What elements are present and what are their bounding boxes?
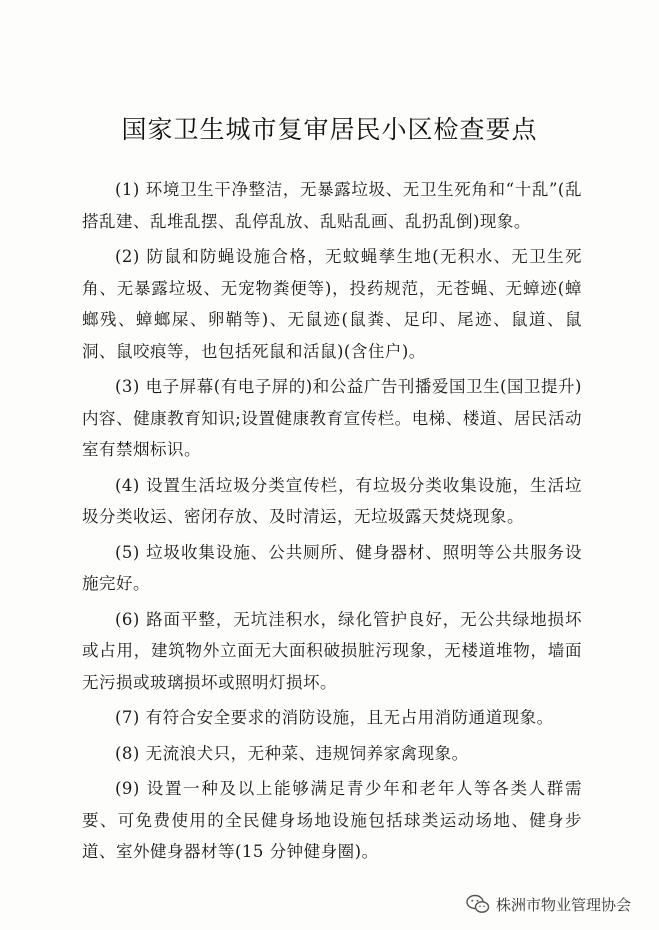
checklist — [82, 174, 582, 868]
checklist-item: (3) 电子屏幕(有电子屏的)和公益广告刊播爱国卫生(国卫提升)内容、健康教育知识;设置健康教育宣传栏。电梯、楼道、居民活动室有禁烟标识。 — [82, 377, 582, 459]
checklist-item: (5) 垃圾收集设施、公共厕所、健身器材、照明等公共服务设施完好。 — [82, 542, 582, 593]
checklist-item: (6) 路面平整，无坑洼积水，绿化管护良好，无公共绿地损坏或占用，建筑物外立面无大面积破损脏污现象，无楼道堆物，墙面无污损或玻璃损坏或照明灯损坏。 — [82, 609, 582, 692]
wechat-icon — [466, 894, 490, 914]
page-title: 国家卫生城市复审居民小区检查要点 — [121, 115, 538, 144]
checklist-item: (9) 设置一种及以上能够满足青少年和老年人等各类人群需要、可免费使用的全民健身场地设施包括球类运动场地、健身步道、室外健身器材等(15 分钟健身圈)。 — [82, 779, 582, 861]
checklist-item: (8) 无流浪犬只，无种菜、违规饲养家禽现象。 — [115, 743, 469, 763]
checklist-item: (1) 环境卫生干净整洁，无暴露垃圾、无卫生死角和“十乱”(乱搭乱建、乱堆乱摆、乱停乱放、乱贴乱画、乱扔乱倒)现象。 — [82, 180, 582, 231]
watermark-text: 株洲市物业管理协会 — [496, 895, 632, 914]
checklist-item: (4) 设置生活垃圾分类宣传栏，有垃圾分类收集设施，生活垃圾分类收运、密闭存放、及时清运，无垃圾露天焚烧现象。 — [82, 475, 582, 526]
watermark — [466, 891, 631, 917]
checklist-item: (2) 防鼠和防蝇设施合格，无蚊蝇孳生地(无积水、无卫生死角、无暴露垃圾、无宠物粪便等)，投药规范，无苍蝇、无蟑迹(蟑螂残、蟑螂屎、卵鞘等)、无鼠迹(鼠粪、足印、尾迹、鼠道、鼠洞、鼠咬痕等，也包括死鼠和活鼠)(含住户)。 — [82, 247, 582, 361]
checklist-item: (7) 有符合安全要求的消防设施，且无占用消防通道现象。 — [115, 708, 554, 727]
